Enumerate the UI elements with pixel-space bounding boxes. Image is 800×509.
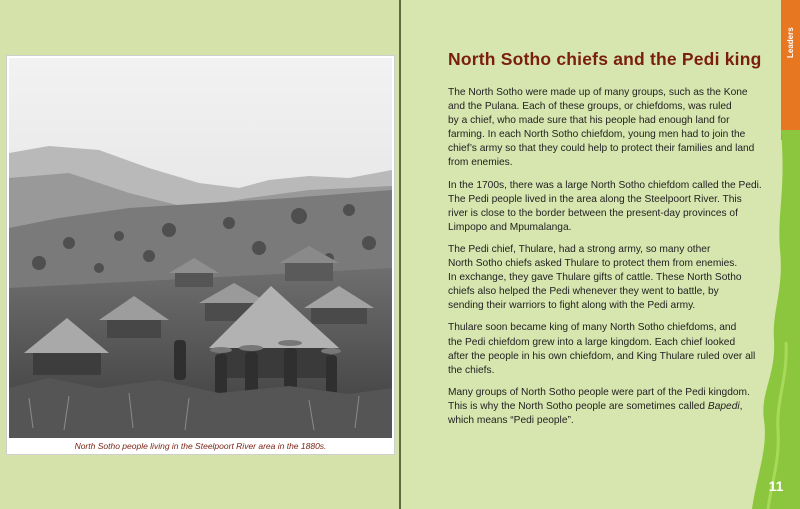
decorative-green-band bbox=[740, 130, 800, 509]
historical-photo bbox=[9, 58, 392, 438]
section-tab-label: Leaders bbox=[786, 27, 795, 58]
photo-caption: North Sotho people living in the Steelpoort River area in the 1880s. bbox=[74, 441, 327, 451]
body-text bbox=[448, 86, 766, 436]
emphasis-bapedi: Bapedi bbox=[707, 400, 740, 412]
paragraph: In the 1700s, there was a large North Sotho chiefdom called the Pedi. The Pedi people lived in the area along the Steelpoort River. This river is close to the border between the present-day provinces of Limpopo and Mpumalanga. bbox=[448, 179, 762, 233]
paragraph-last: Many groups of North Sotho people were part of the Pedi kingdom. This is why the North Sotho people are sometimes called Bapedi, which means “Pedi people”. bbox=[448, 386, 750, 426]
paragraph: The Pedi chief, Thulare, had a strong army, so many other North Sotho chiefs asked Thulare to protect them from enemies. In exchange, they gave Thulare gifts of cattle. These North Sotho chiefs also helped the Pedi whenever they went to battle, by sending their warriors to fight along with the Pedi army. bbox=[448, 243, 742, 312]
page-number: 11 bbox=[768, 478, 784, 494]
section-tab bbox=[781, 0, 800, 140]
photo-frame bbox=[6, 55, 395, 455]
paragraph: Thulare soon became king of many North Sotho chiefdoms, and the Pedi chiefdom grew into a large kingdom. Each chief looked after the people in his own chiefdom, and King Thulare ruled over all the chiefs. bbox=[448, 322, 756, 376]
village-illustration bbox=[9, 58, 392, 438]
page-title: North Sotho chiefs and the Pedi king bbox=[448, 49, 762, 69]
paragraph: The North Sotho were made up of many groups, such as the Kone and the Pulana. Each of these groups, or chiefdoms, was ruled by a chief, who made sure that his people had enough land for farming. In each North Sotho chiefdom, young men had to join the chief’s army so that they could help to protect their families and land from enemies. bbox=[448, 87, 755, 169]
